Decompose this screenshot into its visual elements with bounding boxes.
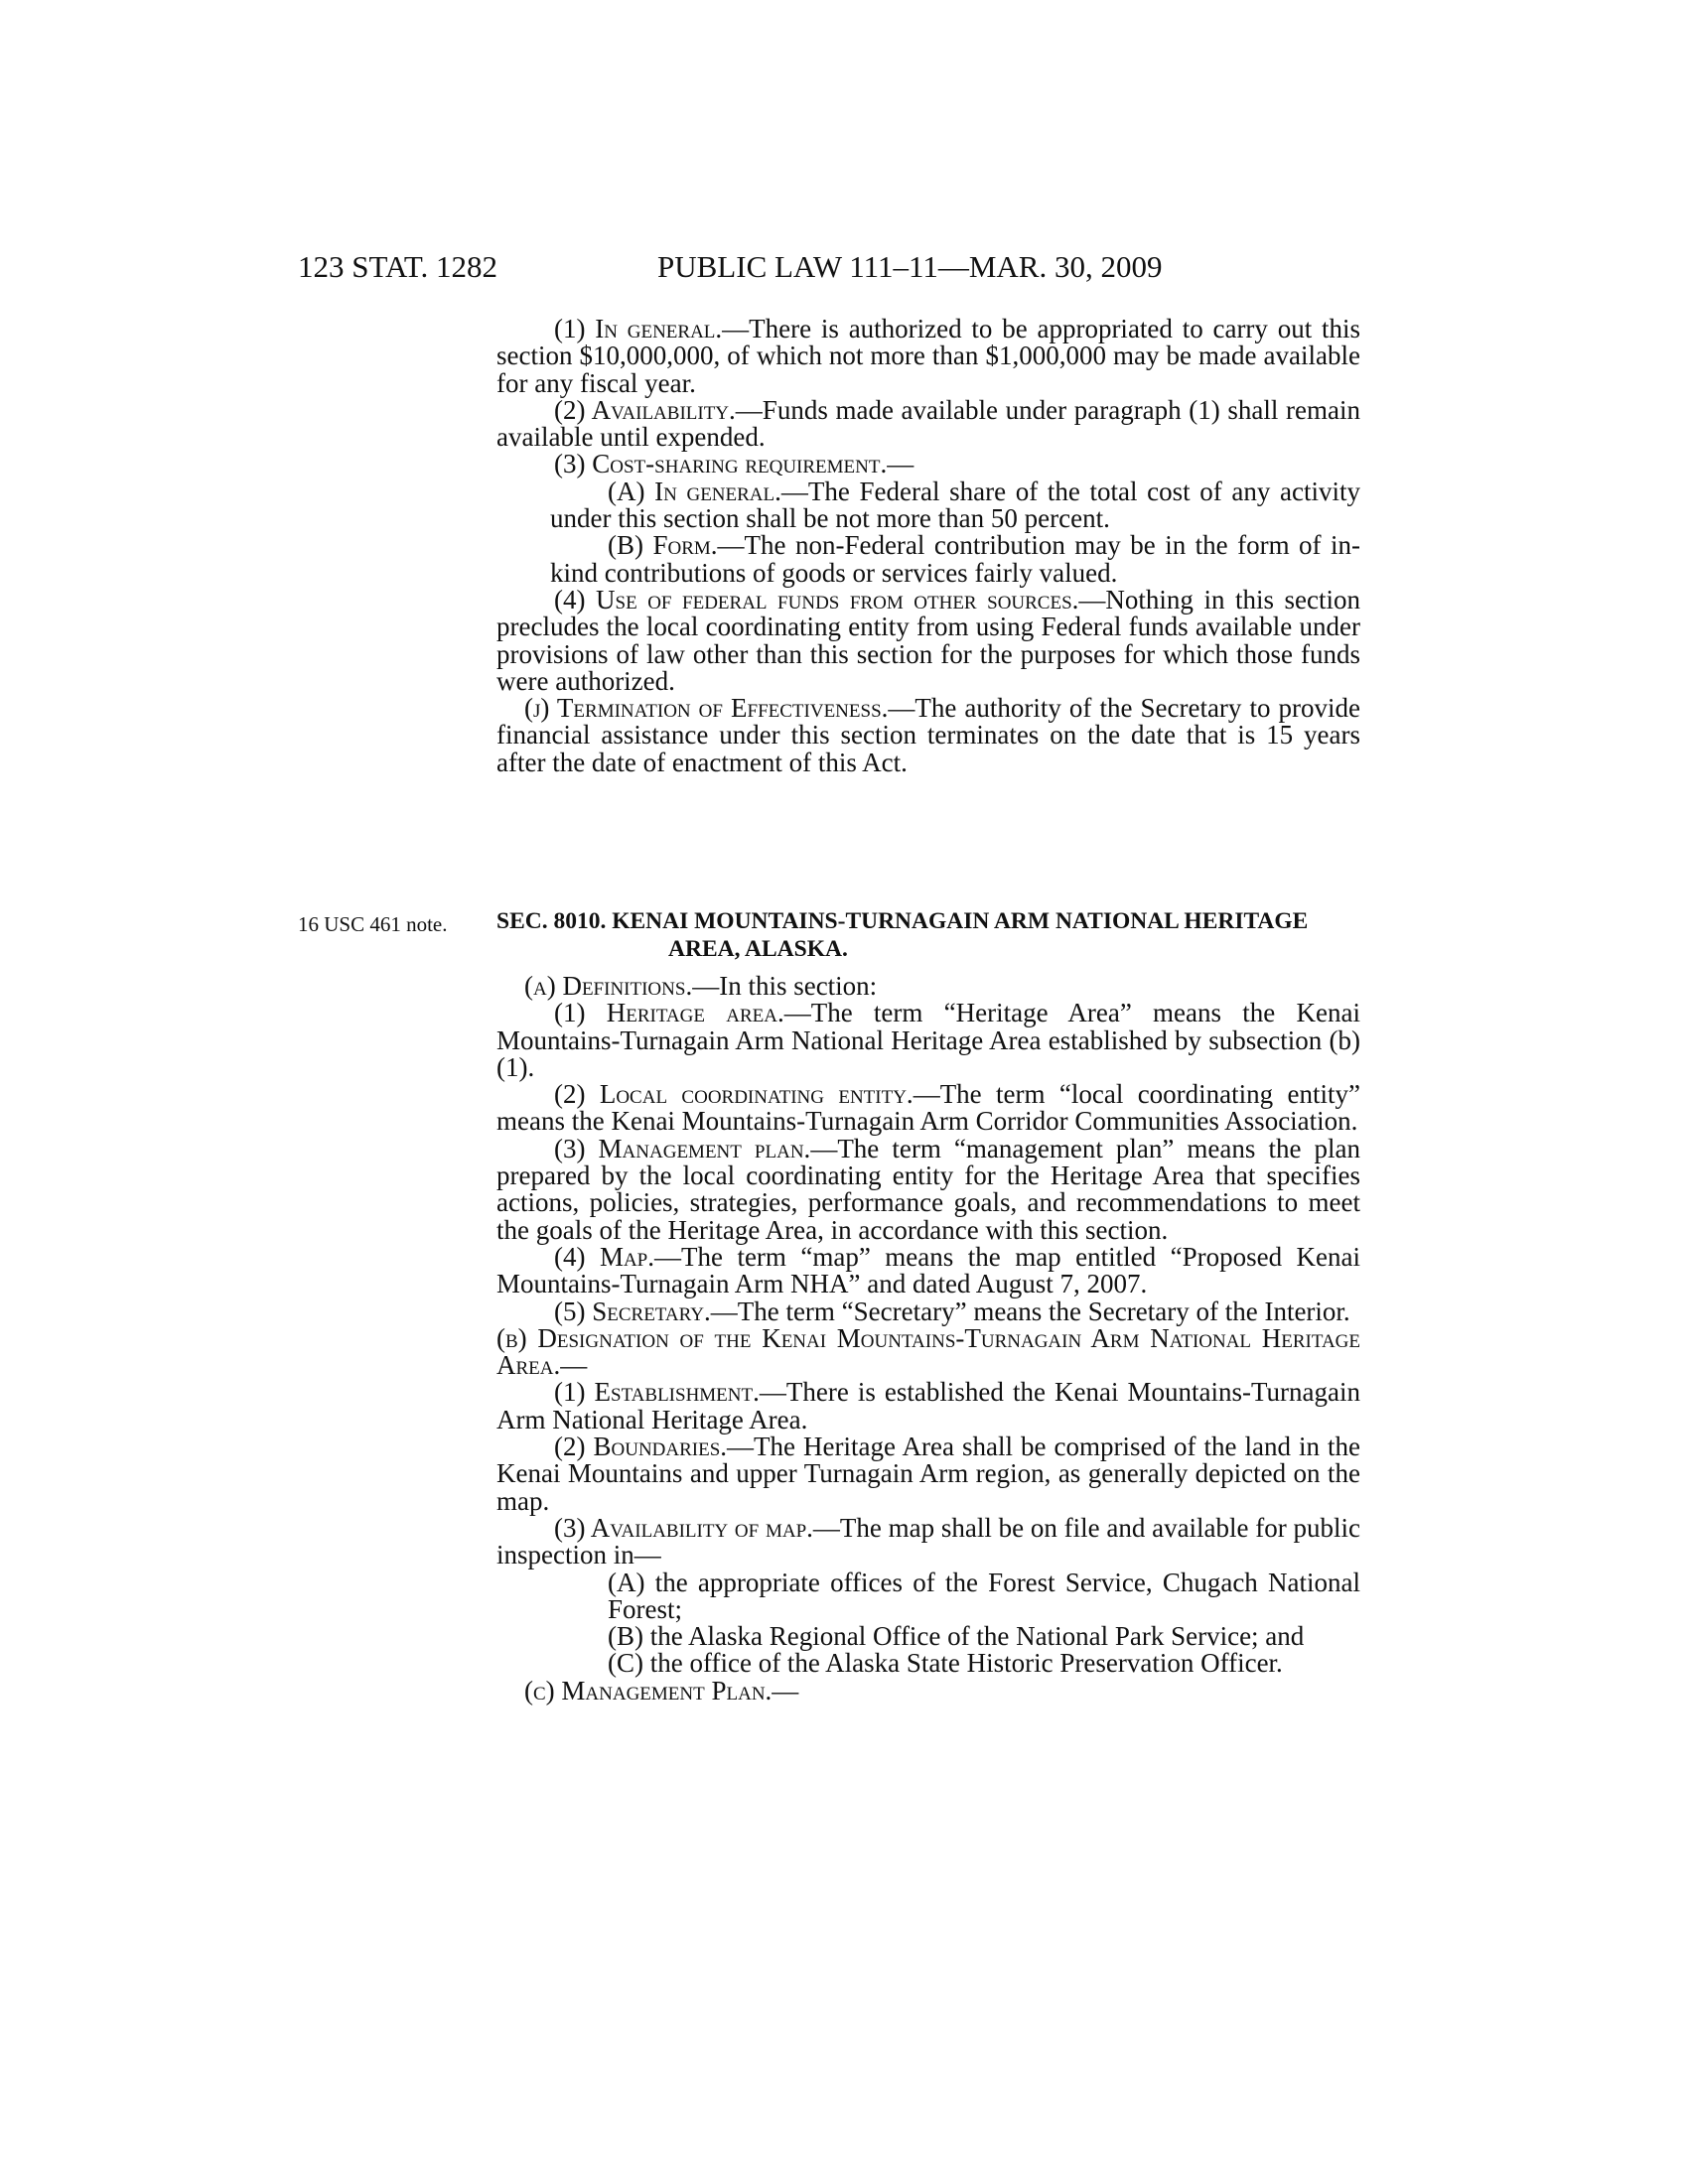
section-heading-line-1: SEC. 8010. KENAI MOUNTAINS-TURNAGAIN ARM NATIONAL HERITAGE — [496, 908, 1309, 934]
definition-1 — [496, 1000, 1360, 1081]
paragraph-label: (1) In general. — [554, 314, 723, 343]
paragraph-label: (3) Cost-sharing requirement. — [554, 449, 888, 479]
paragraph-text: —The term “management plan” means the plan prepared by the local coordinating entity for the Heritage Area that specifies actions, policies, strategies, performance goals, and recommendations to meet the goals of the Heritage Area, in accordance with this section. — [496, 1133, 1360, 1245]
definition-3 — [496, 1133, 1360, 1245]
subparagraph-3a — [550, 478, 1360, 533]
subparagraph-3b — [550, 532, 1360, 587]
paragraph-label: (2) Availability. — [554, 394, 736, 425]
designation-1 — [496, 1379, 1360, 1433]
paragraph-label: (j) Termination of Effectiveness. — [524, 693, 889, 724]
paragraph-label: (3) Availability of map. — [554, 1512, 813, 1543]
paragraph-4 — [496, 584, 1361, 696]
paragraph-text: (C) the office of the Alaska State Historic Preservation Officer. — [608, 1648, 1283, 1679]
paragraph-text: —In this section: — [692, 971, 878, 1001]
map-location-b — [608, 1623, 1360, 1650]
margin-note: 16 USC 461 note. — [298, 912, 448, 936]
paragraph-text: —The authority of the Secretary to provide financial assistance under this section terminates on the date that is 15 years after the date of enactment of this Act. — [496, 693, 1360, 777]
paragraph-text: —The Federal share of the total cost of any activity under this section shall be not more than 50 percent. — [550, 476, 1360, 534]
section-heading — [496, 907, 1360, 963]
paragraph-text: —The term “Secretary” means the Secretary of the Interior. — [710, 1296, 1350, 1326]
paragraph-text: —The term “local coordinating entity” means the Kenai Mountains-Turnagain Arm Corridor Communities Association. — [496, 1079, 1360, 1137]
paragraph-1 — [496, 316, 1360, 397]
paragraph-label: (B) Form. — [608, 530, 718, 561]
paragraph-text: —The Heritage Area shall be comprised of the land in the Kenai Mountains and upper Turnagain Arm region, as generally depicted on the map. — [496, 1432, 1360, 1516]
subsection-j — [496, 695, 1360, 776]
paragraph-label: (A) In general. — [608, 476, 781, 506]
paragraph-text: —The term “Heritage Area” means the Kenai Mountains-Turnagain Arm National Heritage Area established by subsection (b)(1). — [496, 998, 1360, 1082]
paragraph-label: (2) Local coordinating entity. — [554, 1079, 914, 1110]
definition-4 — [496, 1241, 1361, 1299]
designation-2 — [496, 1433, 1360, 1515]
paragraph-label: (4) Map. — [554, 1241, 654, 1272]
paragraph-label: (5) Secretary. — [554, 1296, 711, 1326]
page-citation: 123 STAT. 1282 — [298, 249, 498, 284]
paragraph-text: — — [887, 449, 914, 479]
paragraph-3 — [496, 451, 1360, 478]
paragraph-text: —There is authorized to be appropriated to carry out this section $10,000,000, of which not more than $1,000,000 may be made available for any fiscal year. — [496, 314, 1360, 398]
paragraph-label: (3) Management plan. — [554, 1133, 811, 1163]
paragraph-text: —The non-Federal contribution may be in the form of in-kind contributions of goods or services fairly valued. — [550, 530, 1360, 588]
subsection-a — [496, 973, 1360, 1000]
subsection-c — [496, 1675, 1360, 1706]
paragraph-text: —Nothing in this section precludes the local coordinating entity from using Federal funds available under provisions of law other than this section for the purposes for which those funds were authorized. — [496, 584, 1361, 696]
subsection-b — [496, 1322, 1360, 1381]
paragraph-text: —The map shall be on file and available for public inspection in— — [496, 1512, 1360, 1570]
paragraph-label: (c) Management Plan. — [524, 1675, 773, 1706]
paragraph-label: (1) Establishment. — [554, 1377, 760, 1408]
top-text-block — [496, 316, 1360, 776]
paragraph-label: (a) Definitions. — [524, 971, 693, 1001]
paragraph-text: (B) the Alaska Regional Office of the National Park Service; and — [608, 1621, 1305, 1652]
paragraph-label: (2) Boundaries. — [554, 1432, 728, 1462]
running-header: PUBLIC LAW 111–11—MAR. 30, 2009 — [657, 249, 1163, 284]
definition-2 — [496, 1081, 1360, 1136]
paragraph-2 — [496, 394, 1361, 453]
designation-3 — [496, 1512, 1360, 1570]
paragraph-text: —Funds made available under paragraph (1) shall remain available until expended. — [496, 394, 1361, 453]
bottom-text-block — [496, 973, 1360, 1705]
paragraph-label: (1) Heritage area. — [554, 998, 784, 1028]
paragraph-label: (4) Use of federal funds from other sources. — [554, 584, 1079, 614]
paragraph-label: (b) Designation of the Kenai Mountains-Turnagain Arm National Heritage Area. — [496, 1322, 1360, 1381]
paragraph-text: —There is established the Kenai Mountains-Turnagain Arm National Heritage Area. — [496, 1377, 1360, 1434]
paragraph-text: — — [560, 1350, 588, 1381]
definition-5 — [496, 1298, 1360, 1325]
section-heading-line-2: AREA, ALASKA. — [668, 936, 848, 962]
paragraph-text: —The term “map” means the map entitled “Proposed Kenai Mountains-Turnagain Arm NHA” and dated August 7, 2007. — [496, 1241, 1361, 1299]
map-location-a — [608, 1567, 1360, 1624]
map-location-c — [608, 1650, 1360, 1677]
paragraph-text: (A) the appropriate offices of the Forest Service, Chugach National Forest; — [608, 1567, 1360, 1624]
paragraph-text: — — [772, 1675, 799, 1706]
